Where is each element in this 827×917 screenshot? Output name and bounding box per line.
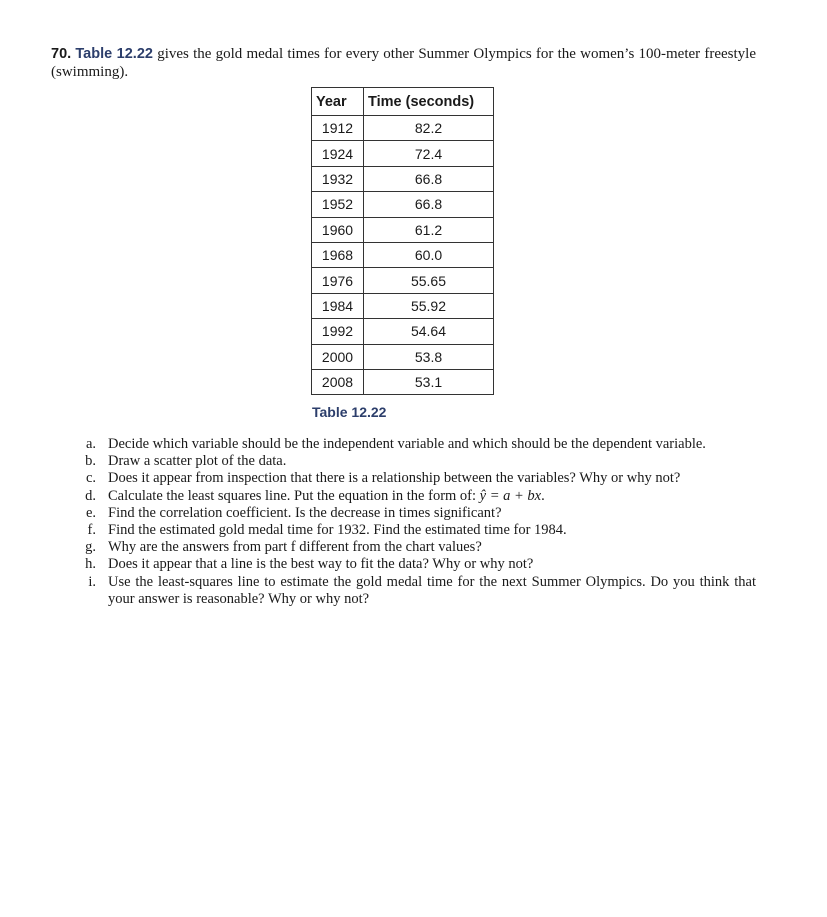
- table-row: [312, 141, 494, 166]
- time-cell: 82.2: [364, 116, 494, 141]
- problem-statement: [51, 45, 756, 81]
- year-cell: 2000: [312, 344, 364, 369]
- table-header-row: [312, 88, 494, 116]
- year-cell: 1968: [312, 242, 364, 267]
- table-row: [312, 344, 494, 369]
- time-cell: 72.4: [364, 141, 494, 166]
- table-row: [312, 369, 494, 394]
- list-item: [79, 453, 756, 470]
- year-cell: 1924: [312, 141, 364, 166]
- table-row: [312, 217, 494, 242]
- regression-equation: ŷ = a + bx: [479, 487, 542, 504]
- year-cell: 1984: [312, 293, 364, 318]
- list-item: [79, 539, 756, 556]
- question-letter: i.: [88, 573, 96, 590]
- list-item: [79, 556, 756, 573]
- table-row: [312, 319, 494, 344]
- question-letter: a.: [85, 436, 96, 452]
- time-cell: 53.8: [364, 344, 494, 369]
- question-list: [79, 436, 756, 608]
- time-cell: 55.92: [364, 293, 494, 318]
- time-cell: 66.8: [364, 166, 494, 191]
- question-text-before: Calculate the least squares line. Put the equation in the form of:: [108, 487, 480, 504]
- question-text: Find the estimated gold medal time for 1932. Find the estimated time for 1984.: [108, 522, 567, 539]
- data-table: [311, 87, 494, 395]
- year-cell: 1992: [312, 319, 364, 344]
- question-text-after: .: [541, 487, 545, 504]
- year-cell: 1952: [312, 192, 364, 217]
- list-item: [79, 505, 756, 522]
- question-letter: b.: [85, 453, 96, 470]
- question-text: Does it appear from inspection that there is a relationship between the variables? Why or why not?: [108, 470, 681, 487]
- question-letter: c.: [85, 470, 96, 487]
- year-cell: 2008: [312, 369, 364, 394]
- question-text: Decide which variable should be the independent variable and which should be the dependent variable.: [108, 436, 706, 452]
- column-header-time: Time (seconds): [364, 88, 494, 116]
- list-item: [79, 574, 756, 608]
- question-text: Does it appear that a line is the best way to fit the data? Why or why not?: [108, 556, 534, 573]
- time-cell: 60.0: [364, 242, 494, 267]
- table-row: [312, 192, 494, 217]
- year-cell: 1912: [312, 116, 364, 141]
- list-item: [79, 470, 756, 487]
- table-row: [312, 293, 494, 318]
- question-letter: h.: [85, 556, 96, 573]
- table-row: [312, 242, 494, 267]
- list-item: [79, 488, 756, 505]
- year-cell: 1932: [312, 166, 364, 191]
- time-cell: 66.8: [364, 192, 494, 217]
- question-letter: g.: [85, 539, 96, 556]
- table-row: [312, 166, 494, 191]
- list-item: [79, 436, 756, 453]
- problem-text: gives the gold medal times for every other Summer Olympics for the women’s 100-meter freestyle (swimming).: [51, 46, 757, 80]
- table-caption: Table 12.22: [312, 404, 387, 420]
- question-text: [108, 488, 756, 505]
- year-cell: 1960: [312, 217, 364, 242]
- list-item: [79, 522, 756, 539]
- question-letter: f.: [87, 522, 96, 539]
- column-header-year: Year: [312, 88, 364, 116]
- time-cell: 54.64: [364, 319, 494, 344]
- table-row: [312, 268, 494, 293]
- question-letter: d.: [85, 487, 96, 504]
- question-text: Find the correlation coefficient. Is the decrease in times significant?: [108, 504, 502, 521]
- year-cell: 1976: [312, 268, 364, 293]
- table-reference-link[interactable]: Table 12.22: [75, 46, 153, 62]
- question-text: Draw a scatter plot of the data.: [108, 453, 287, 470]
- time-cell: 53.1: [364, 369, 494, 394]
- question-text: Use the least-squares line to estimate the gold medal time for the next Summer Olympics. Do you think that your answer is reasonable? Why or why not?: [108, 573, 756, 607]
- question-text: Why are the answers from part f different from the chart values?: [108, 539, 482, 556]
- time-cell: 55.65: [364, 268, 494, 293]
- problem-number: 70.: [51, 46, 72, 62]
- table-row: [312, 116, 494, 141]
- question-letter: e.: [85, 504, 96, 521]
- time-cell: 61.2: [364, 217, 494, 242]
